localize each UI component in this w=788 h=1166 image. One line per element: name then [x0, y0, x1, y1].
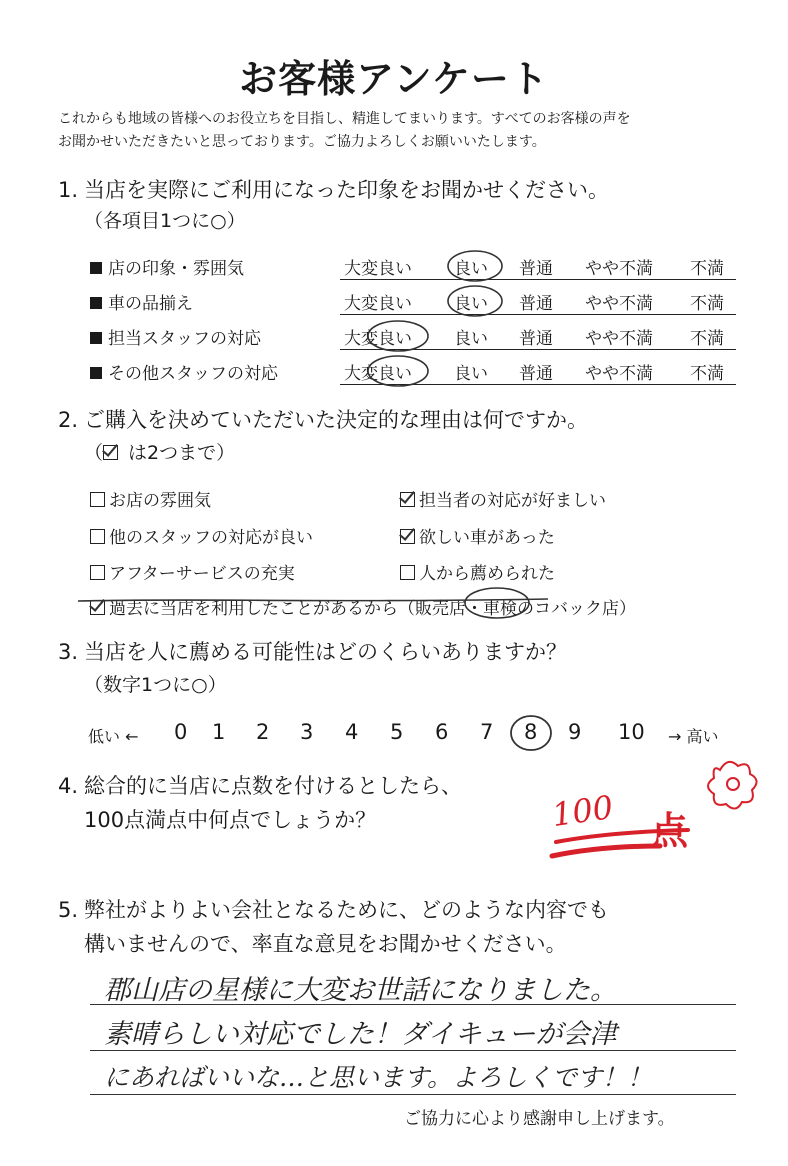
checkbox-checked-icon[interactable] [400, 529, 415, 544]
q1-option-3-1[interactable]: 良い [454, 364, 488, 384]
scale-option-7[interactable]: 7 [480, 720, 494, 744]
q4-answer-number: 100 [549, 787, 616, 835]
checkbox-checked-icon[interactable] [90, 600, 105, 615]
q1-row-underline [340, 314, 736, 315]
q1-heading [58, 174, 609, 204]
q1-text: 当店を実際にご利用になった印象をお聞かせください。 [84, 178, 609, 202]
q2-choice-4[interactable]: アフターサービスの充実 [90, 559, 295, 584]
checkbox-icon[interactable] [400, 565, 415, 580]
page-title: お客様アンケート [239, 57, 549, 101]
q2-choice-3[interactable]: 欲しい車があった [400, 523, 555, 548]
q2-number: 2. [58, 408, 79, 432]
handwritten-answer-1: 郡山店の星様に大変お世話になりました。 [104, 975, 617, 1006]
q3-text: 当店を人に薦める可能性はどのくらいありますか？ [84, 640, 567, 664]
q1-option-3-3[interactable]: やや不満 [585, 364, 653, 384]
q4-number: 4. [58, 774, 79, 798]
q4-answer-unit: 点 [650, 809, 689, 853]
q2-choice-0[interactable]: お店の雰囲気 [90, 486, 211, 511]
checkbox-checked-icon[interactable] [400, 492, 415, 507]
q1-option-2-0[interactable]: 大変良い [344, 329, 412, 349]
q1-option-0-0[interactable]: 大変良い [344, 259, 412, 279]
checkbox-icon[interactable] [90, 565, 105, 580]
q3-heading [58, 636, 567, 666]
q1-option-3-2[interactable]: 普通 [519, 364, 553, 384]
scale-option-8[interactable]: 8 [524, 720, 538, 744]
q1-option-2-2[interactable]: 普通 [519, 329, 553, 349]
square-bullet-icon [90, 297, 102, 309]
q1-row-label-3: その他スタッフの対応 [90, 359, 278, 384]
q1-option-2-3[interactable]: やや不満 [585, 329, 653, 349]
scale-option-4[interactable]: 4 [345, 720, 359, 744]
q1-instruction: （各項目1つに○） [84, 210, 246, 232]
scale-option-2[interactable]: 2 [256, 720, 270, 744]
q5-line-2: 構いませんので、率直な意見をお聞かせください。 [84, 932, 567, 956]
q3-instruction: （数字1つに○） [84, 674, 227, 696]
q4-line-1: 総合的に当店に点数を付けるとしたら、 [84, 774, 462, 798]
q2-choice-6-opt2: 車検のコバック店 [483, 599, 619, 619]
square-bullet-icon [90, 332, 102, 344]
q4-line-2: 100点満点中何点でしょうか？ [84, 808, 377, 832]
q1-number: 1. [58, 178, 79, 202]
scale-option-6[interactable]: 6 [435, 720, 449, 744]
q1-option-1-2[interactable]: 普通 [519, 294, 553, 314]
q1-option-0-4[interactable]: 不満 [690, 259, 724, 279]
checkbox-icon[interactable] [90, 492, 105, 507]
q1-option-2-1[interactable]: 良い [454, 329, 488, 349]
q2-choice-6-opt1: 販売店 [415, 599, 466, 619]
q1-option-1-3[interactable]: やや不満 [585, 294, 653, 314]
q2-choice-1[interactable]: 担当者の対応が好ましい [400, 486, 606, 511]
q1-option-0-3[interactable]: やや不満 [585, 259, 653, 279]
square-bullet-icon [90, 262, 102, 274]
answer-line-3 [90, 1094, 736, 1095]
scale-option-9[interactable]: 9 [568, 720, 582, 744]
q1-row-underline [340, 279, 736, 280]
q1-row-underline [340, 384, 736, 385]
q2-text: ご購入を決めていただいた決定的な理由は何ですか。 [84, 408, 588, 432]
intro-line-1: これからも地域の皆様へのお役立ちを目指し、精進してまいります。すべてのお客様の声を [58, 111, 631, 127]
q1-row-label-2: 担当スタッフの対応 [90, 324, 261, 349]
scale-option-10[interactable]: 10 [618, 720, 645, 744]
scale-option-1[interactable]: 1 [212, 720, 226, 744]
q1-option-0-2[interactable]: 普通 [519, 259, 553, 279]
red-underline-2 [552, 846, 660, 856]
q1-option-3-4[interactable]: 不満 [690, 364, 724, 384]
scale-high-label: → 高い [668, 727, 719, 746]
scale-option-0[interactable]: 0 [174, 720, 188, 744]
intro-line-2: お聞かせいただきたいと思っております。ご協力よろしくお願いいたします。 [58, 134, 546, 150]
q5-number: 5. [58, 898, 79, 922]
q1-row-label-1: 車の品揃え [90, 289, 193, 314]
q2-choice-2[interactable]: 他のスタッフの対応が良い [90, 523, 313, 548]
q4-heading [58, 770, 462, 800]
q1-option-3-0[interactable]: 大変良い [344, 364, 412, 384]
square-bullet-icon [90, 367, 102, 379]
q3-number: 3. [58, 640, 79, 664]
q1-option-1-1[interactable]: 良い [454, 294, 488, 314]
handwritten-answer-2: 素晴らしい対応でした！ダイキューが会津 [104, 1019, 617, 1050]
footer-thanks: ご協力に心より感謝申し上げます。 [404, 1109, 675, 1129]
q2-instruction: （ は2つまで） [84, 442, 236, 464]
checkbox-icon [103, 445, 118, 460]
scale-low-label: 低い ← [88, 727, 139, 746]
q2-choice-6[interactable]: 過去に当店を利用したことがあるから（販売店・車検のコバック店） [90, 594, 636, 619]
q2-heading [58, 404, 588, 434]
handwritten-answer-3: にあればいいな…と思います。よろしくです！！ [104, 1063, 653, 1092]
hanamaru-icon [708, 762, 757, 809]
scale-option-3[interactable]: 3 [300, 720, 314, 744]
q2-choice-6-label: 過去に当店を利用したことがあるから（ [109, 599, 415, 619]
checkbox-icon[interactable] [90, 529, 105, 544]
q1-row-label-0: 店の印象・雰囲気 [90, 254, 244, 279]
q5-line-1: 弊社がよりよい会社となるために、どのような内容でも [84, 898, 609, 922]
q1-option-1-4[interactable]: 不満 [690, 294, 724, 314]
scale-option-5[interactable]: 5 [390, 720, 404, 744]
q1-row-underline [340, 349, 736, 350]
q1-option-1-0[interactable]: 大変良い [344, 294, 412, 314]
q2-choice-5[interactable]: 人から薦められた [400, 559, 555, 584]
q5-heading [58, 894, 609, 924]
q1-option-0-1[interactable]: 良い [454, 259, 488, 279]
q1-option-2-4[interactable]: 不満 [690, 329, 724, 349]
